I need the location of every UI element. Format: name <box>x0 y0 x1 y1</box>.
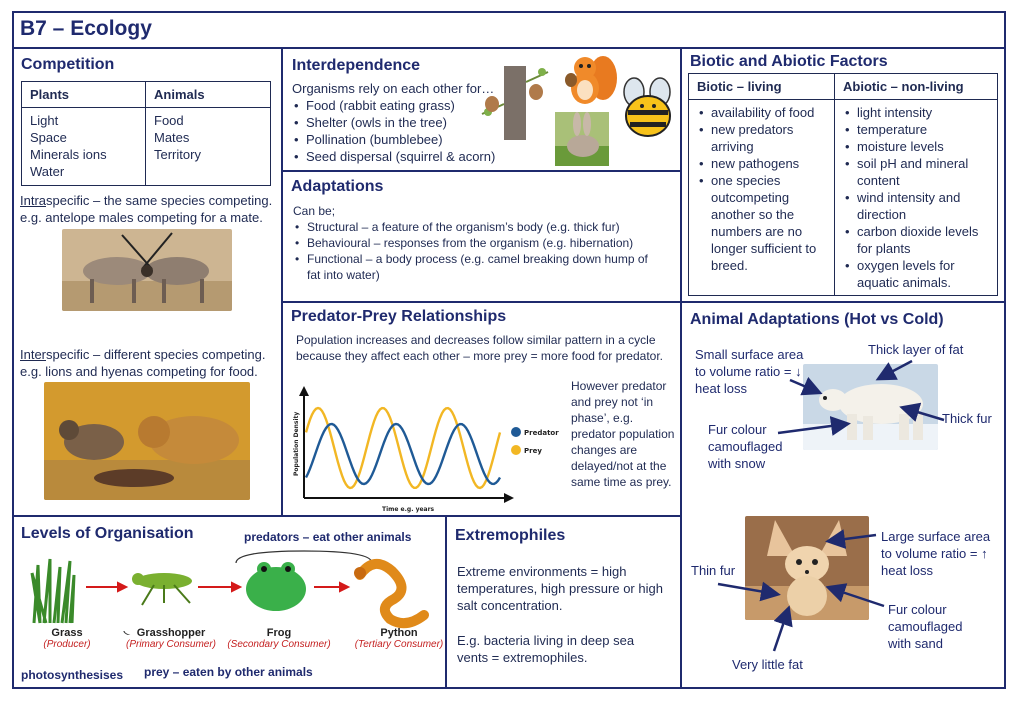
animal-factor: Mates <box>154 130 190 145</box>
arrowhead-icon <box>232 583 240 591</box>
photosynthesises-label: photosynthesises <box>21 668 124 682</box>
predator-prey-side-text: However predator and prey not ‘in phase’, e.g. predator population changes are delayed/not at the same time as prey. <box>571 379 675 489</box>
frog-icon <box>246 562 306 611</box>
biotic-item: • availability of food <box>697 104 826 121</box>
predator-prey-heading: Predator-Prey Relationships <box>291 308 507 325</box>
abiotic-item: • soil pH and mineral content <box>843 155 989 189</box>
abiotic-header: Abiotic – non-living <box>835 74 998 100</box>
extremophiles-heading: Extremophiles <box>455 527 566 544</box>
graph-x-label: Time e.g. years <box>382 506 435 513</box>
competition-heading: Competition <box>21 56 115 73</box>
abiotic-item: • temperature <box>843 121 989 138</box>
extremophiles-p2: E.g. bacteria living in deep sea vents = extremophiles. <box>457 633 635 665</box>
prey-legend-label: Prey <box>524 447 542 455</box>
biotic-item: • new predators arriving <box>697 121 826 155</box>
inter-prefix: Inter <box>20 347 47 362</box>
abiotic-item: • oxygen levels for aquatic animals. <box>843 257 989 291</box>
page-title: B7 – Ecology <box>20 17 152 40</box>
abiotic-item: • wind intensity and direction <box>843 189 989 223</box>
adaptations-intro: Can be; <box>293 204 336 218</box>
arrow-little-fat <box>774 610 788 651</box>
python-role: (Tertiary Consumer) <box>354 639 444 650</box>
grasshopper-role: (Primary Consumer) <box>125 639 216 650</box>
cold-camo-label: Fur colour camouflaged with snow <box>708 422 783 471</box>
little-fat-label: Very little fat <box>732 657 803 672</box>
plant-factor: Minerals ions <box>30 147 107 162</box>
thick-fat-label: Thick layer of fat <box>868 342 964 357</box>
animal-factor: Territory <box>154 147 201 162</box>
adaptation-item: • Behavioural – responses from the organism (e.g. hibernation) <box>293 235 663 251</box>
adaptation-item: • Functional – a body process (e.g. camel breaking down hump of fat into water) <box>293 251 663 283</box>
arrow-hot-sa <box>830 535 876 541</box>
interdependence-item: • Seed dispersal (squirrel & acorn) <box>292 148 512 165</box>
plant-factor: Space <box>30 130 67 145</box>
thin-fur-label: Thin fur <box>691 563 736 578</box>
levels-heading: Levels of Organisation <box>21 525 194 542</box>
inter-rest: specific – different species competing. <box>46 347 266 362</box>
arrowhead-icon <box>118 583 126 591</box>
arrow-thick-fat <box>880 361 912 378</box>
predators-label: predators – eat other animals <box>244 530 412 544</box>
python-name: Python <box>380 627 418 639</box>
arrowhead-icon <box>340 583 348 591</box>
abiotic-item: • moisture levels <box>843 138 989 155</box>
frog-name: Frog <box>266 627 292 639</box>
intra-example: e.g. antelope males competing for a mate. <box>20 210 263 225</box>
grass-name: Grass <box>51 627 83 639</box>
arrow-thick-fur <box>904 408 944 420</box>
food-chain <box>14 545 444 635</box>
plant-factor: Light <box>30 113 59 128</box>
extremophiles-p1: Extreme environments = high temperatures, high pressure or high salt concentration. <box>457 564 663 613</box>
cold-sa-label: Small surface area to volume ratio = ↓ heat loss <box>695 347 804 396</box>
graph-y-label: Population Density <box>293 411 300 476</box>
arrow-hot-camo <box>830 588 884 606</box>
biotic-header: Biotic – living <box>689 74 835 100</box>
animal-factor: Food <box>154 113 184 128</box>
adaptations-heading: Adaptations <box>291 178 384 195</box>
thick-fur-label: Thick fur <box>942 411 992 426</box>
plants-header: Plants <box>22 82 146 108</box>
animal-adaptations-heading: Animal Adaptations (Hot vs Cold) <box>690 311 944 328</box>
biotic-abiotic-heading: Biotic and Abiotic Factors <box>690 53 888 70</box>
abiotic-item: • carbon dioxide levels for plants <box>843 223 989 257</box>
frog-role: (Secondary Consumer) <box>227 639 331 650</box>
hot-camo-label: Fur colour camouflaged with sand <box>888 602 963 651</box>
hot-sa-label: Large surface area to volume ratio = ↑ heat loss <box>881 529 991 578</box>
grass-role: (Producer) <box>43 639 91 650</box>
biotic-item: • one species outcompeting another so the numbers are no longer sufficient to breed. <box>697 172 826 274</box>
interdependence-intro: Organisms rely on each other for… <box>292 81 495 96</box>
arrow-cold-sa <box>790 380 818 392</box>
prey-label: prey – eaten by other animals <box>144 665 313 679</box>
interdependence-item: • Pollination (bumblebee) <box>292 131 512 148</box>
interdependence-item: • Shelter (owls in the tree) <box>292 114 512 131</box>
predators-brace <box>236 551 372 563</box>
predator-prey-text: Population increases and decreases follow similar pattern in a cycle because they affect each other – more prey = more food for predator. <box>296 333 663 363</box>
biotic-item: • new pathogens <box>697 155 826 172</box>
animals-header: Animals <box>146 82 271 108</box>
predator-legend-label: Predator <box>524 429 559 437</box>
abiotic-item: • light intensity <box>843 104 989 121</box>
plant-factor: Water <box>30 164 65 179</box>
grasshopper-icon <box>132 573 192 605</box>
grass-icon <box>32 559 74 623</box>
interdependence-item: • Food (rabbit eating grass) <box>292 97 512 114</box>
arrow-thin-fur <box>718 584 776 594</box>
inter-example: e.g. lions and hyenas competing for food. <box>20 364 258 379</box>
grasshopper-name: Grasshopper <box>136 627 206 639</box>
intra-rest: specific – the same species competing. <box>46 193 273 208</box>
interdependence-heading: Interdependence <box>292 57 421 74</box>
intra-prefix: Intra <box>20 193 47 208</box>
python-icon <box>354 564 424 623</box>
arrow-cold-camo <box>778 424 846 433</box>
adaptation-item: • Structural – a feature of the organism’s body (e.g. thick fur) <box>293 219 663 235</box>
